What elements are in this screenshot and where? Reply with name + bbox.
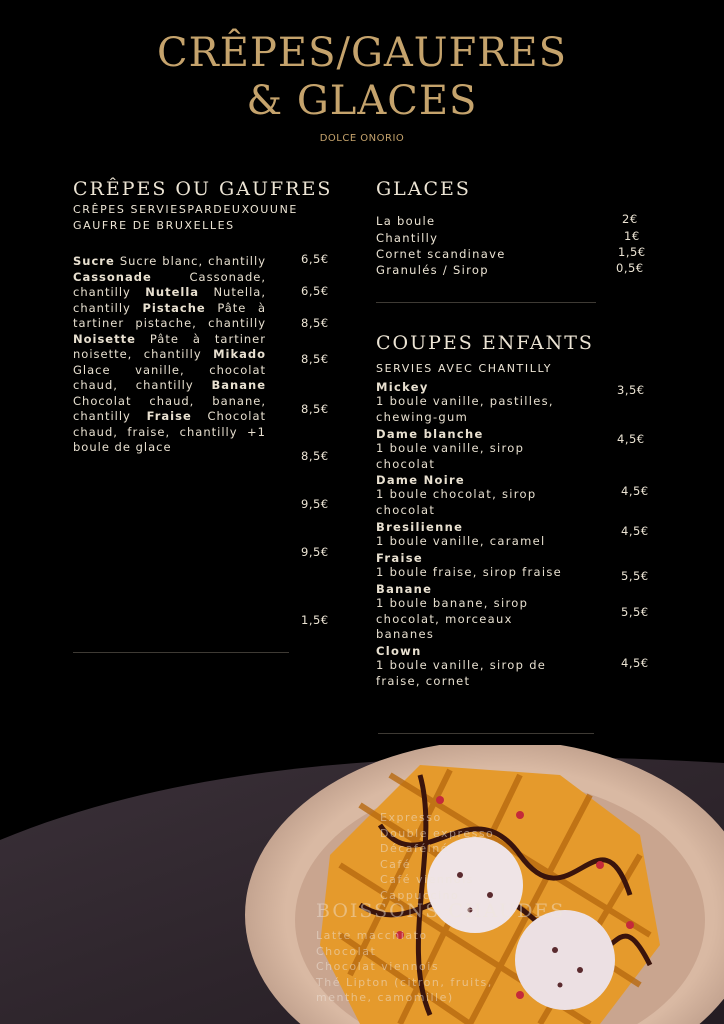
enfants-sub: SERVIES AVEC CHANTILLY — [376, 362, 553, 375]
enfant-desc: 1 boule chocolat, sirop — [376, 487, 537, 501]
crepe-price: 9,5€ — [301, 497, 329, 511]
enfant-name: Dame blanche — [376, 427, 484, 441]
enfant-name: Mickey — [376, 380, 429, 394]
page-title-line2: & GLACES — [246, 78, 478, 124]
overlay-item: menthe, camomille) — [316, 991, 454, 1004]
crepe-price: 8,5€ — [301, 352, 329, 366]
enfant-name: Dame Noire — [376, 473, 466, 487]
glace-price: 2€ — [622, 212, 638, 226]
enfant-item-mickey — [376, 380, 591, 425]
crepe-price: 6,5€ — [301, 252, 329, 266]
crepe-price: 8,5€ — [301, 316, 329, 330]
crepe-extra: +1 boule de glace — [73, 424, 266, 454]
crepe-price: 9,5€ — [301, 545, 329, 559]
enfant-price: 4,5€ — [621, 656, 649, 670]
enfant-desc: 1 boule vanille, sirop de — [376, 658, 547, 672]
overlay-item: Café viennois — [380, 873, 474, 886]
crepe-price: 8,5€ — [301, 449, 329, 463]
crepe-desc: Cassonade, chantilly — [73, 269, 266, 299]
glace-price: 1€ — [624, 229, 640, 243]
overlay-item: Thé Lipton (citron, fruits, — [316, 975, 493, 989]
glace-label: La boule — [376, 214, 436, 228]
enfant-item-banane — [376, 582, 591, 643]
glaces-divider — [376, 302, 596, 303]
crepe-name: Pistache — [142, 300, 206, 315]
crepes-heading: CRÊPES OU GAUFRES — [73, 178, 333, 200]
overlay-item: Latte macchiato — [316, 929, 428, 942]
crepe-desc: Chocolat chaud, banane, chantilly — [73, 393, 266, 423]
enfant-desc: chocolat — [376, 502, 436, 517]
enfant-desc: chocolat, morceaux — [376, 611, 513, 626]
enfant-item-clown — [376, 644, 591, 689]
crepe-price: 8,5€ — [301, 402, 329, 416]
crepe-price: 1,5€ — [301, 613, 329, 627]
page-subtitle: DOLCE ONORIO — [319, 133, 405, 144]
enfant-item-dame-noire — [376, 473, 591, 518]
enfant-desc: chocolat — [376, 456, 436, 471]
overlay-drinks-list — [380, 810, 494, 903]
glace-label: Granulés / Sirop — [376, 263, 489, 277]
overlay-item: Décaféiné — [380, 842, 449, 855]
enfant-item-bresilienne — [376, 520, 591, 550]
crepe-desc: Chocolat chaud, fraise, chantilly — [73, 409, 266, 439]
crepe-name: Cassonade — [73, 269, 152, 284]
enfant-price: 4,5€ — [617, 432, 645, 446]
glace-price: 0,5€ — [616, 261, 644, 275]
overlay-item: Expresso — [380, 811, 442, 824]
enfant-desc: bananes — [376, 627, 435, 641]
crepe-desc: Pâte à tartiner noisette, chantilly — [73, 331, 266, 361]
crepes-sub2: GAUFRE DE BRUXELLES — [73, 219, 235, 232]
enfant-item-dame-blanche — [376, 427, 591, 472]
crepe-price: 6,5€ — [301, 284, 329, 298]
overlay-item: Double expresso — [380, 826, 495, 840]
crepe-name: Noisette — [73, 331, 136, 346]
crepe-desc: Pâte à tartiner pistache, chantilly — [73, 300, 267, 330]
enfant-desc: 1 boule vanille, caramel — [376, 534, 546, 548]
crepe-desc: Nutella, chantilly — [73, 285, 267, 315]
enfant-desc: fraise, cornet — [376, 673, 471, 688]
crepe-name: Sucre — [73, 254, 115, 268]
overlay-item: Chocolat — [316, 944, 377, 958]
crepes-divider — [73, 652, 289, 653]
overlay-heading: BOISSONS CHAUDES — [316, 900, 566, 922]
crepe-name: Mikado — [213, 347, 266, 361]
enfant-price: 4,5€ — [621, 524, 649, 538]
glaces-heading: GLACES — [376, 178, 471, 200]
glace-price: 1,5€ — [618, 245, 646, 259]
enfant-desc: 1 boule vanille, sirop — [376, 441, 525, 455]
enfants-divider — [378, 733, 594, 734]
enfant-price: 4,5€ — [621, 484, 649, 498]
enfant-name: Banane — [376, 582, 433, 596]
overlay-item: Café — [380, 857, 412, 871]
enfant-desc: 1 boule vanille, pastilles, — [376, 394, 554, 408]
enfant-desc: 1 boule banane, sirop — [376, 596, 529, 610]
page-title-line1: CRÊPES/GAUFRES — [157, 30, 567, 76]
enfant-price: 5,5€ — [621, 605, 649, 619]
crepes-description-block — [73, 254, 266, 456]
enfant-name: Fraise — [376, 551, 423, 565]
crepes-sub1: CRÊPES SERVIESPARDEUXOUUNE — [73, 203, 298, 216]
crepe-name: Nutella — [145, 285, 200, 299]
enfants-heading: COUPES ENFANTS — [376, 332, 594, 354]
overlay-item: Cappuccino — [380, 888, 460, 902]
enfant-item-fraise — [376, 551, 591, 581]
enfant-price: 5,5€ — [621, 569, 649, 583]
enfant-desc: 1 boule fraise, sirop fraise — [376, 565, 563, 579]
enfant-name: Clown — [376, 644, 422, 658]
overlay-hot-drinks-list — [316, 928, 493, 1006]
glace-label: Cornet scandinave — [376, 247, 506, 261]
overlay-item: Chocolat viennois — [316, 960, 440, 973]
crepe-desc: Glace vanille, chocolat chaud, chantilly — [73, 362, 266, 392]
enfant-desc: chewing-gum — [376, 409, 469, 424]
enfant-name: Bresilienne — [376, 520, 464, 534]
crepe-name: Banane — [211, 378, 266, 392]
crepe-desc: Sucre blanc, chantilly — [119, 254, 267, 268]
glace-label: Chantilly — [376, 231, 439, 245]
crepe-name: Fraise — [146, 409, 192, 423]
enfant-price: 3,5€ — [617, 383, 645, 397]
